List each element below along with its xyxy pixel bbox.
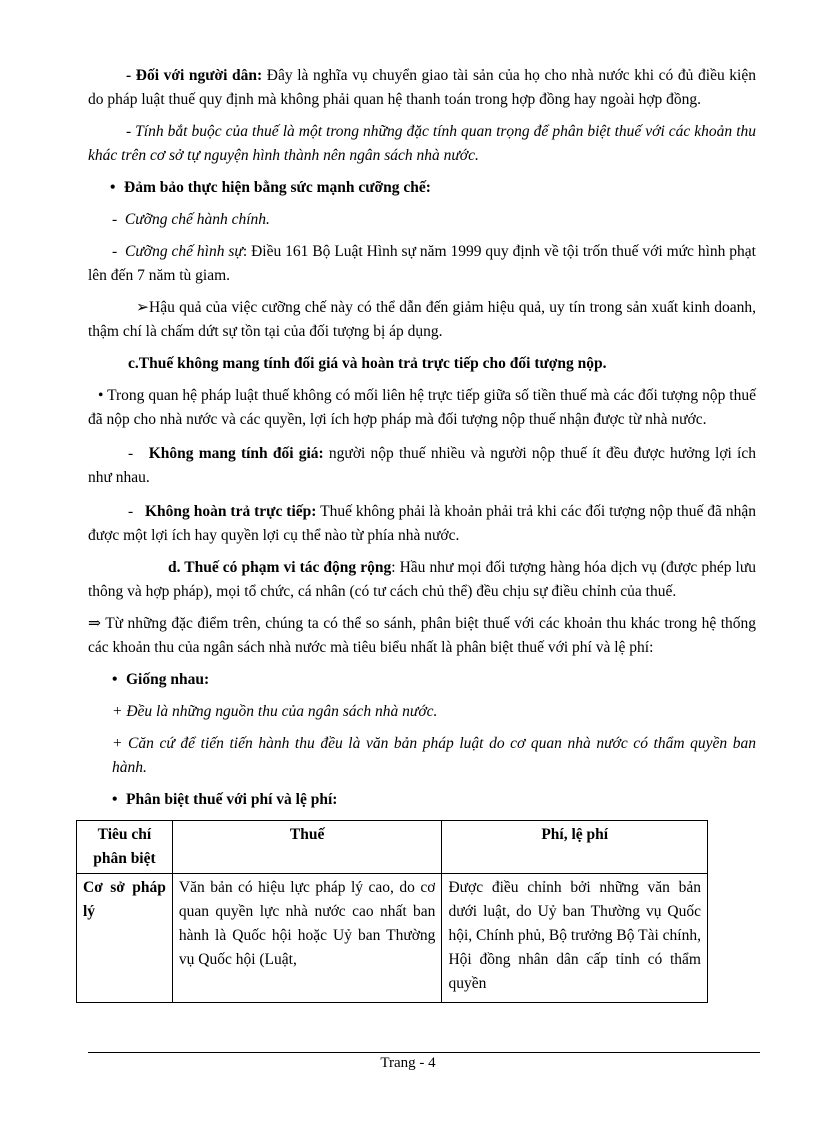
arrow-bullet-icon: ➢ xyxy=(136,299,149,316)
paragraph-mandatory: - Tính bắt buộc của thuế là một trong những đặc tính quan trọng để phân biệt thuế với các khoản thu khác trên cơ sở tự nguyện hình thành nên ngân sách nhà nước. xyxy=(88,123,756,164)
item-no-equivalence xyxy=(88,442,756,490)
bullet-dot-icon: • xyxy=(110,179,116,196)
dash-icon: - xyxy=(112,211,125,228)
table-header-row xyxy=(77,821,708,874)
paragraph-d-lead: d. Thuế có phạm vi tác động rộng xyxy=(168,559,392,576)
bullet-dot-icon: • xyxy=(98,387,108,404)
paragraph-c xyxy=(88,384,756,432)
item-criminal-enforcement xyxy=(88,240,756,288)
heading-enforcement xyxy=(88,176,756,200)
consequence-text: Hậu quả của việc cưỡng chế này có thể dẫn đến giảm hiệu quả, uy tín trong sản xuất kinh doanh, thậm chí là chấm dứt sự tồn tại của đối tượng bị áp dụng. xyxy=(88,299,756,340)
citizen-text: Đây là nghĩa vụ chuyển giao tài sản của họ cho nhà nước khi có đủ điều kiện do pháp luật thuế quy định mà không phải quan hệ thanh toán trong hợp đồng hay ngoài hợp đồng. xyxy=(88,67,756,108)
heading-difference-text: Phân biệt thuế với phí và lệ phí: xyxy=(126,791,338,808)
heading-difference xyxy=(88,788,756,812)
no-refund-lead: Không hoàn trả trực tiếp: xyxy=(144,503,317,520)
dash-icon: - xyxy=(128,445,149,462)
paragraph-d-text: : Hầu như mọi đối tượng hàng hóa dịch vụ (được phép lưu thông và hợp pháp), mọi tổ chức, cá nhân (có tư cách chủ thể) đều chịu sự điều chỉnh của thuế. xyxy=(88,559,756,600)
footer-divider xyxy=(88,1052,760,1053)
bullet-dot-icon: • xyxy=(112,791,118,808)
similar-item-2: + Căn cứ để tiến tiến hành thu đều là văn bản pháp luật do cơ quan nhà nước có thẩm quyền ban hành. xyxy=(112,735,756,776)
similar-item-1: + Đều là những nguồn thu của ngân sách nhà nước. xyxy=(112,703,438,720)
table-header-tax: Thuế xyxy=(172,821,442,874)
paragraph-c-text: Trong quan hệ pháp luật thuế không có mối liên hệ trực tiếp giữa số tiền thuế mà các đối tượng nộp thuế đã nộp cho nhà nước và các quyền, lợi ích hợp pháp mà đối tượng nộp thuế nhận được từ nhà nước. xyxy=(88,387,756,428)
comparison-table xyxy=(76,820,708,1003)
bullet-dot-icon: • xyxy=(112,671,118,688)
item-admin-enforcement xyxy=(88,208,756,232)
page-number: Trang - 4 xyxy=(380,1055,436,1071)
heading-similar-text: Giống nhau: xyxy=(126,671,210,688)
no-equivalence-lead: Không mang tính đối giá: xyxy=(148,445,324,462)
criminal-text: : Điều 161 Bộ Luật Hình sự năm 1999 quy định về tội trốn thuế với mức hình phạt lên đến 7 năm tù giam. xyxy=(88,243,756,284)
heading-similar xyxy=(88,668,756,692)
heading-c: c.Thuế không mang tính đối giá và hoàn trả trực tiếp cho đối tượng nộp. xyxy=(128,355,607,372)
item-no-refund xyxy=(88,500,756,548)
table-cell-fee-text: Được điều chỉnh bởi những văn bản dưới luật, do Uỷ ban Thường vụ Quốc hội, Chính phủ, Bộ trưởng Bộ Tài chính, Hội đồng nhân dân cấp tỉnh có thẩm quyền xyxy=(448,879,701,992)
implies-arrow-icon: ⇒ xyxy=(88,615,106,632)
admin-enforcement-text: Cưỡng chế hành chính. xyxy=(124,211,270,228)
table-cell-criterion: Cơ sở pháp lý xyxy=(77,874,173,1003)
table-header-fee: Phí, lệ phí xyxy=(442,821,708,874)
table-cell-tax-text: Văn bản có hiệu lực pháp lý cao, do cơ quan quyền lực nhà nước cao nhất ban hành là Quốc hội hoặc Uỷ ban Thường vụ Quốc hội (Luật, xyxy=(178,879,436,968)
paragraph-consequence xyxy=(88,296,756,344)
citizen-lead: - Đối với người dân: xyxy=(126,67,263,84)
table-cell-tax xyxy=(172,874,442,1003)
dash-icon: - xyxy=(112,243,125,260)
table-row xyxy=(77,874,708,1003)
document-body xyxy=(83,64,756,1003)
paragraph-citizen xyxy=(88,64,756,112)
heading-enforcement-text: Đảm bảo thực hiện bằng sức mạnh cưỡng chế: xyxy=(124,179,431,196)
criminal-lead: Cưỡng chế hình sự xyxy=(125,243,243,260)
paragraph-d xyxy=(88,556,756,604)
no-equivalence-text: người nộp thuế nhiều và người nộp thuế ít đều được hưởng lợi ích như nhau. xyxy=(88,445,756,486)
paragraph-conclusion xyxy=(88,612,756,660)
table-cell-fee xyxy=(442,874,708,1003)
dash-icon: - xyxy=(128,503,145,520)
conclusion-text: Từ những đặc điểm trên, chúng ta có thể so sánh, phân biệt thuế với các khoản thu khác trong hệ thống các khoản thu của ngân sách nhà nước mà tiêu biểu nhất là phân biệt thuế với phí và lệ phí: xyxy=(88,615,756,656)
table-header-criterion: Tiêu chí phân biệt xyxy=(77,821,173,874)
no-refund-text: Thuế không phải là khoản phải trả khi các đối tượng nộp thuế đã nhận được một lợi ích hay quyền lợi cụ thể nào từ phía nhà nước. xyxy=(88,503,756,544)
